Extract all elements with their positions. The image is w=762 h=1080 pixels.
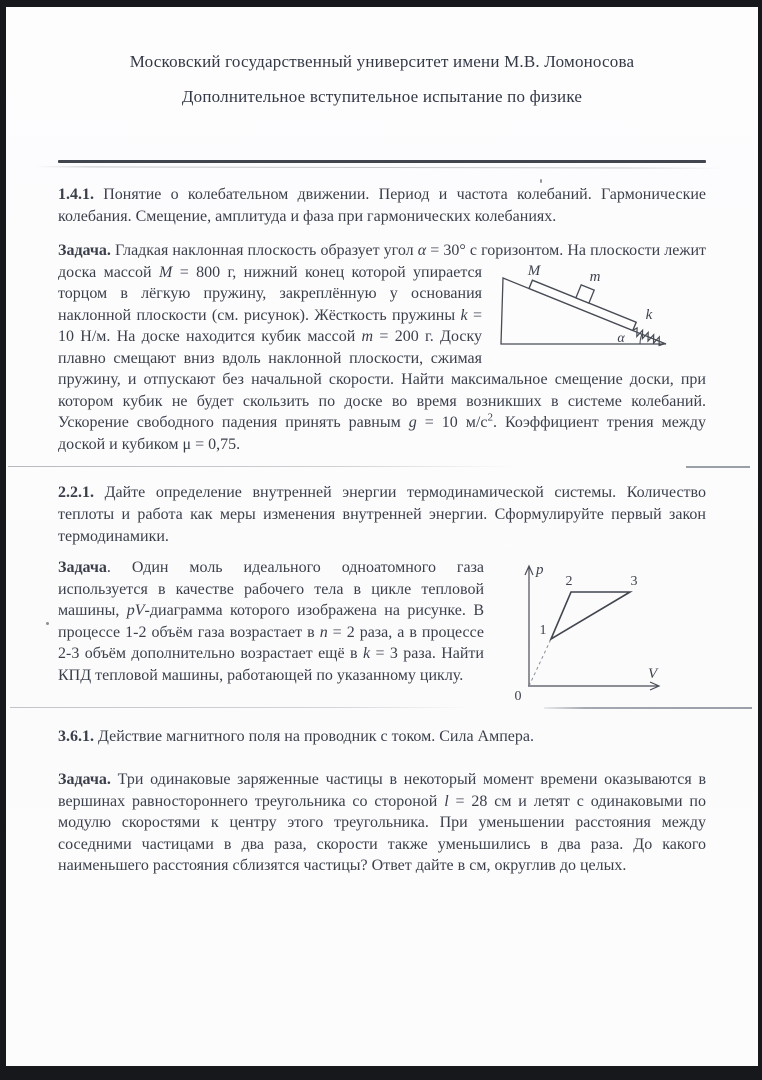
section-divider-1: [58, 465, 706, 468]
angle-arc: [640, 334, 642, 344]
exam-subtitle: Дополнительное вступительное испытание по физике: [181, 87, 583, 106]
problem-text-3: [58, 769, 706, 877]
text-run: pV: [126, 602, 145, 619]
label-board-mass: M: [527, 264, 541, 279]
text-run: = 10 Н/м. На доске находится кубик массой: [58, 306, 482, 345]
text-run: α: [417, 242, 427, 259]
text-run: l: [444, 792, 449, 810]
text-run: Три одинаковые заряженные частицы в некоторый момент времени оказываются в вершинах равностороннего треугольника со стороной: [58, 771, 706, 810]
text-run: = 30° с горизонтом. На плоскости лежит: [426, 242, 706, 259]
text-run: -диаграмма которого изображена на рисунке. В процессе 1-2 объём газа возрастает в: [58, 602, 485, 641]
text-run: . Коэффициент трения между доской и кубиком μ = 0,75.: [58, 414, 706, 453]
inclined-plane-diagram: [494, 265, 676, 351]
label-spring-constant: k: [645, 306, 653, 323]
divider-segment: [8, 466, 513, 467]
text-run: n: [319, 623, 328, 641]
text-run: доска массой: [58, 263, 159, 281]
header-divider-thick-line: [58, 160, 706, 163]
problem-text-1: [58, 240, 706, 455]
theory-heading-2: [58, 482, 706, 548]
label-v-axis: V: [648, 666, 658, 682]
section-number-3: 3.6.1.: [58, 728, 94, 745]
pv-dashed-origin-line: [529, 639, 551, 686]
pv-cycle-path: [551, 592, 630, 639]
text-run: = 200 г. Доску плавно смещают вниз вдоль наклонной плоскости, сжимая пружину, и отпускают без начальной скорости. Найти максимальное смещение доски, при котором кубик не будет скользить по доске во время возникших в системе колебаний. Ускорение свободного падения принять равным: [58, 328, 706, 431]
text-run: . Один моль идеального одноатомного газа используется в качестве рабочего тела в цикле тепловой машины,: [58, 559, 484, 619]
theory-heading-1: [58, 184, 706, 228]
theory-text-3: Действие магнитного поля на проводник с током. Сила Ампера.: [94, 728, 534, 745]
scan-artifact: [540, 179, 542, 183]
university-title: Московский государственный университет имени М.В. Ломоносова: [129, 52, 635, 71]
text-run: Гладкая наклонная плоскость образует угол: [110, 242, 418, 259]
label-point-3: 3: [630, 574, 638, 589]
section-3-6-1: [58, 726, 706, 877]
document-page: [6, 7, 758, 1066]
section-1-4-1: [58, 184, 706, 455]
label-point-1: 1: [539, 623, 547, 638]
text-run: Задача.: [58, 242, 111, 259]
pv-figure: [504, 559, 666, 701]
text-run: = 3 раза. Найти КПД тепловой машины, работающей по указанному циклу.: [58, 645, 484, 684]
text-run: = 10 м/с: [416, 414, 488, 431]
theory-text-2: Дайте определение внутренней энергии термодинамической системы. Количество теплоты и работа как меры изменения внутренней энергии. Сформулируйте первый закон термодинамики.: [58, 484, 706, 545]
header-divider: [58, 160, 706, 169]
text-run: k: [362, 645, 371, 662]
text-run: k: [460, 306, 468, 324]
section-number-1: 1.4.1.: [58, 186, 94, 203]
incline-figure: [494, 265, 676, 351]
text-run: g: [408, 414, 417, 431]
scan-artifact: [46, 622, 49, 625]
text-run: = 2 раза, а в процессе 2-3 объём дополнительно возрастает ещё в: [58, 623, 485, 662]
section-2-2-1: [58, 482, 706, 703]
header-divider-thin-line: [34, 166, 726, 168]
divider-segment: [10, 707, 472, 708]
text-run: Задача: [58, 559, 107, 576]
label-cube-mass: m: [589, 268, 601, 285]
text-run: = 28 см и летят с одинаковыми по модулю скоростями к центру этого треугольника. При уменьшении расстояния между соседними частицами в два раза, скорости также уменьшились в два раза. До какого наименьшего расстояния сблизятся частицы? Ответ дайте в см, округлив до целых.: [58, 792, 706, 874]
pv-diagram: [504, 559, 666, 701]
section-number-2: 2.2.1.: [58, 484, 94, 501]
divider-segment: [686, 466, 750, 468]
theory-text-1: Понятие о колебательном движении. Период и частота колебаний. Гармонические колебания. Смещение, амплитуда и фаза при гармонических колебаниях.: [58, 186, 706, 225]
label-point-2: 2: [565, 574, 573, 589]
problem-text-2: [58, 557, 706, 703]
section-divider-2: [58, 706, 706, 709]
text-run: Задача.: [58, 771, 111, 788]
text-run: = 800 г, нижний конец которой упирается торцом в лёгкую пружину, закреплённую у основания наклонной плоскости (см. рисунок). Жёсткость пружины: [58, 263, 483, 324]
theory-heading-3: [58, 726, 706, 748]
label-angle-alpha: α: [617, 330, 625, 346]
text-run: m: [361, 328, 374, 345]
label-origin: 0: [514, 689, 522, 701]
text-run: M: [158, 263, 173, 281]
divider-segment: [544, 707, 752, 709]
text-run: 2: [487, 411, 493, 424]
label-p-axis: p: [536, 562, 544, 578]
document-header: [58, 7, 706, 108]
